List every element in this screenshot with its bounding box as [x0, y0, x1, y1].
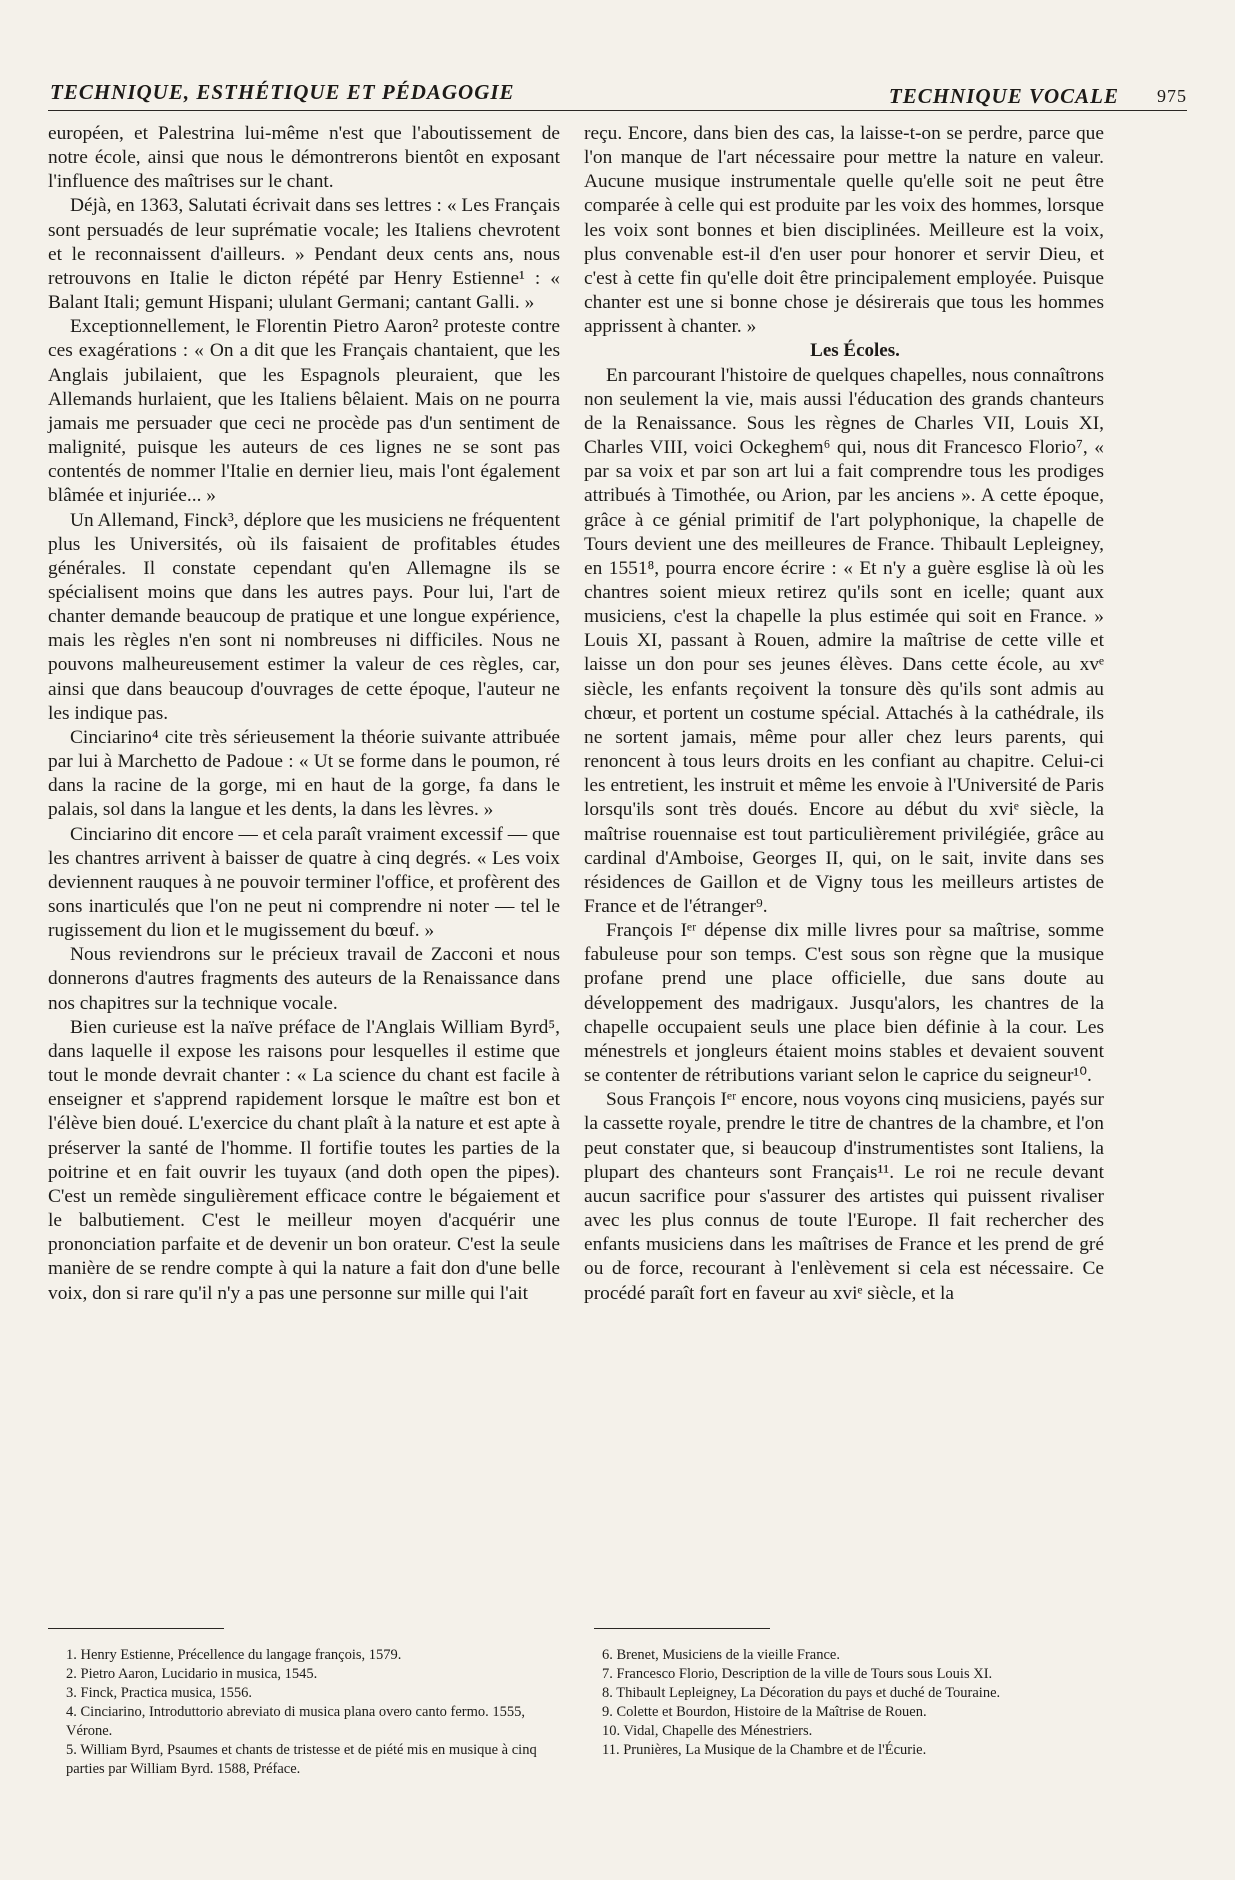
running-header [48, 78, 1187, 111]
paragraph: reçu. Encore, dans bien des cas, la laisse-t-on se perdre, parce que l'on manque de l'art nécessaire pour mettre la nature en valeur. Aucune musique instrumentale quelle qu'elle soit ne peut être comparée à celle qui est produite par les voix des hommes, lorsque les voix sont bonnes et bien disciplinées. Meilleure est la voix, plus convenable est-il d'en user pour honorer et servir Dieu, et c'est à cette fin qu'elle doit être principalement employée. Puisque chanter est une si bonne chose je désirerais que tous les hommes apprissent à chanter. » [584, 123, 1104, 338]
footnotes-left [48, 1646, 560, 1779]
paragraph: Nous reviendrons sur le précieux travail de Zacconi et nous donnerons d'autres fragments des auteurs de la Renaissance dans nos chapitres sur la technique vocale. [48, 944, 560, 1014]
paragraph: En parcourant l'histoire de quelques chapelles, nous connaîtrons non seulement la vie, mais aussi l'éducation des grands chanteurs de la Renaissance. Sous les règnes de Charles VII, Louis XI, Charles VIII, voici Ockeghem⁶ qui, nous dit Francesco Florio⁷, « par sa voix et par son art lui a fait comprendre tous les prodiges attribués à Timothée, ou Arion, par les anciens ». A cette époque, grâce à ce génial primitif de l'art polyphonique, la chapelle de Tours devient une des meilleures de France. Thibault Lepleigney, en 1551⁸, pourra encore écrire : « Et n'y a guère esglise là où les chantres soient mieux retirez qu'ils sont en icelle; quant aux musiciens, c'est la chapelle la plus estimée qui soit en France. » Louis XI, passant à Rouen, admire la maîtrise de cette ville et laisse un don pour ses jeunes élèves. Dans cette école, au xvᵉ siècle, les enfants reçoivent la tonsure dès qu'ils sont admis au chœur, et portent un costume spécial. Attachés à la cathédrale, ils ne sortent jamais, même pour aller chez leurs parents, qui renoncent à tous leurs droits en les confiant au chapitre. Celui-ci les entretient, les instruit et même les envoie à l'Université de Paris lorsqu'ils sont très doués. Encore au début du xviᵉ siècle, la maîtrise rouennaise est tout particulièrement privilégiée, grâce au cardinal d'Amboise, Georges II, qui, on le sait, invite dans ses résidences de Gaillon et de Vigny tous les meilleurs artistes de France et de l'étranger⁹. [584, 364, 1104, 917]
page-number: 975 [1157, 86, 1187, 106]
footnotes-right [584, 1646, 1104, 1760]
paragraph: européen, et Palestrina lui-même n'est que l'aboutissement de notre école, ainsi que nous le démontrerons bientôt en exposant l'influence des maîtrises sur le chant. [48, 123, 560, 193]
paragraph: Exceptionnellement, le Florentin Pietro Aaron² proteste contre ces exagérations : « On a dit que les Français chantaient, que les Anglais jubilaient, que les Espagnols pleuraient, que les Allemands hurlaient, que les Italiens bêlaient. Mais on ne pourra jamais me persuader que ceci ne procède pas d'un sentiment de malignité, puisque les auteurs de ces lignes ne se sont pas contentés de nommer l'Italie en dernier lieu, mais l'ont également blâmée et injuriée... » [48, 316, 560, 507]
footnote: 2. Pietro Aaron, Lucidario in musica, 1545. [66, 1666, 318, 1682]
header-right-title: TECHNIQUE VOCALE [888, 84, 1119, 108]
right-column [584, 122, 1104, 1306]
paragraph: Sous François Iᵉʳ encore, nous voyons cinq musiciens, payés sur la cassette royale, prendre le titre de chantres de la chambre, et l'on peut constater que, si beaucoup d'instrumentistes sont Italiens, la plupart des chanteurs sont Français¹¹. Le roi ne recule devant aucun sacrifice pour s'assurer des artistes qui puissent rivaliser avec les plus connus de toute l'Europe. Il fait rechercher des enfants musiciens dans les maîtrises de France et les prend de gré ou de force, recourant à l'enlèvement si cela est nécessaire. Ce procédé paraît fort en faveur au xviᵉ siècle, et la [584, 1089, 1104, 1304]
paragraph: Un Allemand, Finck³, déplore que les musiciens ne fréquentent plus les Universités, où ils faisaient de profitables études générales. Il constate cependant qu'en Allemagne ils se spécialisent moins que dans les autres pays. Pour lui, l'art de chanter demande beaucoup de pratique et une longue expérience, mais les règles n'en sont ni nombreuses ni difficiles. Nous ne pouvons malheureusement estimer la valeur de ces règles, car, ainsi que dans beaucoup d'ouvrages de cette époque, l'auteur ne les indique pas. [48, 509, 560, 724]
footnote: 11. Prunières, La Musique de la Chambre et de l'Écurie. [602, 1742, 927, 1758]
paragraph: Bien curieuse est la naïve préface de l'Anglais William Byrd⁵, dans laquelle il expose les raisons pour lesquelles il estime que tout le monde devrait chanter : « La science du chant est facile à enseigner et s'apprend rapidement lorsque le maître est bon et l'élève bien doué. L'exercice du chant plaît à la nature et est apte à préserver la santé de l'homme. Il fortifie toutes les parties de la poitrine et en fait ouvrir les tuyaux (and doth open the pipes). C'est un remède singulièrement efficace contre le bégaiement et le balbutiement. C'est le meilleur moyen d'acquérir une prononciation parfaite et de devenir un bon orateur. C'est la seule manière de se rendre compte à qui la nature a fait don d'une belle voix, don si rare qu'il n'y a pas une personne sur mille qui l'ait [48, 1016, 560, 1304]
paragraph: Déjà, en 1363, Salutati écrivait dans ses lettres : « Les Français sont persuadés de leur suprématie vocale; les Italiens chevrotent et le reconnaissent d'ailleurs. » Pendant deux cents ans, nous retrouvons en Italie le dicton répété par Henry Estienne¹ : « Balant Itali; gemunt Hispani; ululant Germani; cantant Galli. » [48, 195, 560, 314]
footnote: 1. Henry Estienne, Précellence du langage françois, 1579. [66, 1647, 402, 1663]
footnote-rule [594, 1628, 770, 1629]
paragraph: Cinciarino dit encore — et cela paraît vraiment excessif — que les chantres arrivent à baisser de quatre à cinq degrés. « Les voix deviennent rauques à ne pouvoir terminer l'office, et profèrent des sons inarticulés que l'on ne peut ni comprendre ni noter — tel le rugissement du lion et le mugissement du bœuf. » [48, 823, 560, 942]
footnote: 4. Cinciarino, Introduttorio abreviato di musica plana overo canto fermo. 1555, Vérone. [66, 1704, 526, 1739]
section-title: Les Écoles. [810, 340, 900, 362]
paragraph: François Iᵉʳ dépense dix mille livres pour sa maîtrise, somme fabuleuse pour son temps. C'est sous son règne que la musique profane prend une place officielle, due sans doute au développement des madrigaux. Jusqu'alors, les chantres de la chapelle occupaient seuls une place bien définie à la cour. Les ménestrels et jongleurs étaient moins stables et devaient souvent se contenter de rétributions variant selon le caprice du seigneur¹⁰. [584, 920, 1104, 1087]
footnote: 9. Colette et Bourdon, Histoire de la Maîtrise de Rouen. [602, 1704, 927, 1720]
header-left-title: TECHNIQUE, ESTHÉTIQUE ET PÉDAGOGIE [50, 80, 515, 104]
footnote-rule [48, 1628, 224, 1629]
footnote: 8. Thibault Lepleigney, La Décoration du pays et duché de Touraine. [602, 1685, 1001, 1701]
footnote: 7. Francesco Florio, Description de la ville de Tours sous Louis XI. [602, 1666, 993, 1682]
footnote: 3. Finck, Practica musica, 1556. [66, 1685, 253, 1701]
footnote: 6. Brenet, Musiciens de la vieille France. [602, 1647, 840, 1663]
left-column [48, 122, 560, 1306]
footnote: 5. William Byrd, Psaumes et chants de tristesse et de piété mis en musique à cinq parties par William Byrd. 1588, Préface. [66, 1742, 537, 1777]
footnote: 10. Vidal, Chapelle des Ménestriers. [602, 1723, 813, 1739]
paragraph: Cinciarino⁴ cite très sérieusement la théorie suivante attribuée par lui à Marchetto de Padoue : « Ut se forme dans le poumon, ré dans la racine de la gorge, mi en haut de la gorge, fa dans le palais, sol dans la langue et les dents, la dans les lèvres. » [48, 726, 560, 821]
